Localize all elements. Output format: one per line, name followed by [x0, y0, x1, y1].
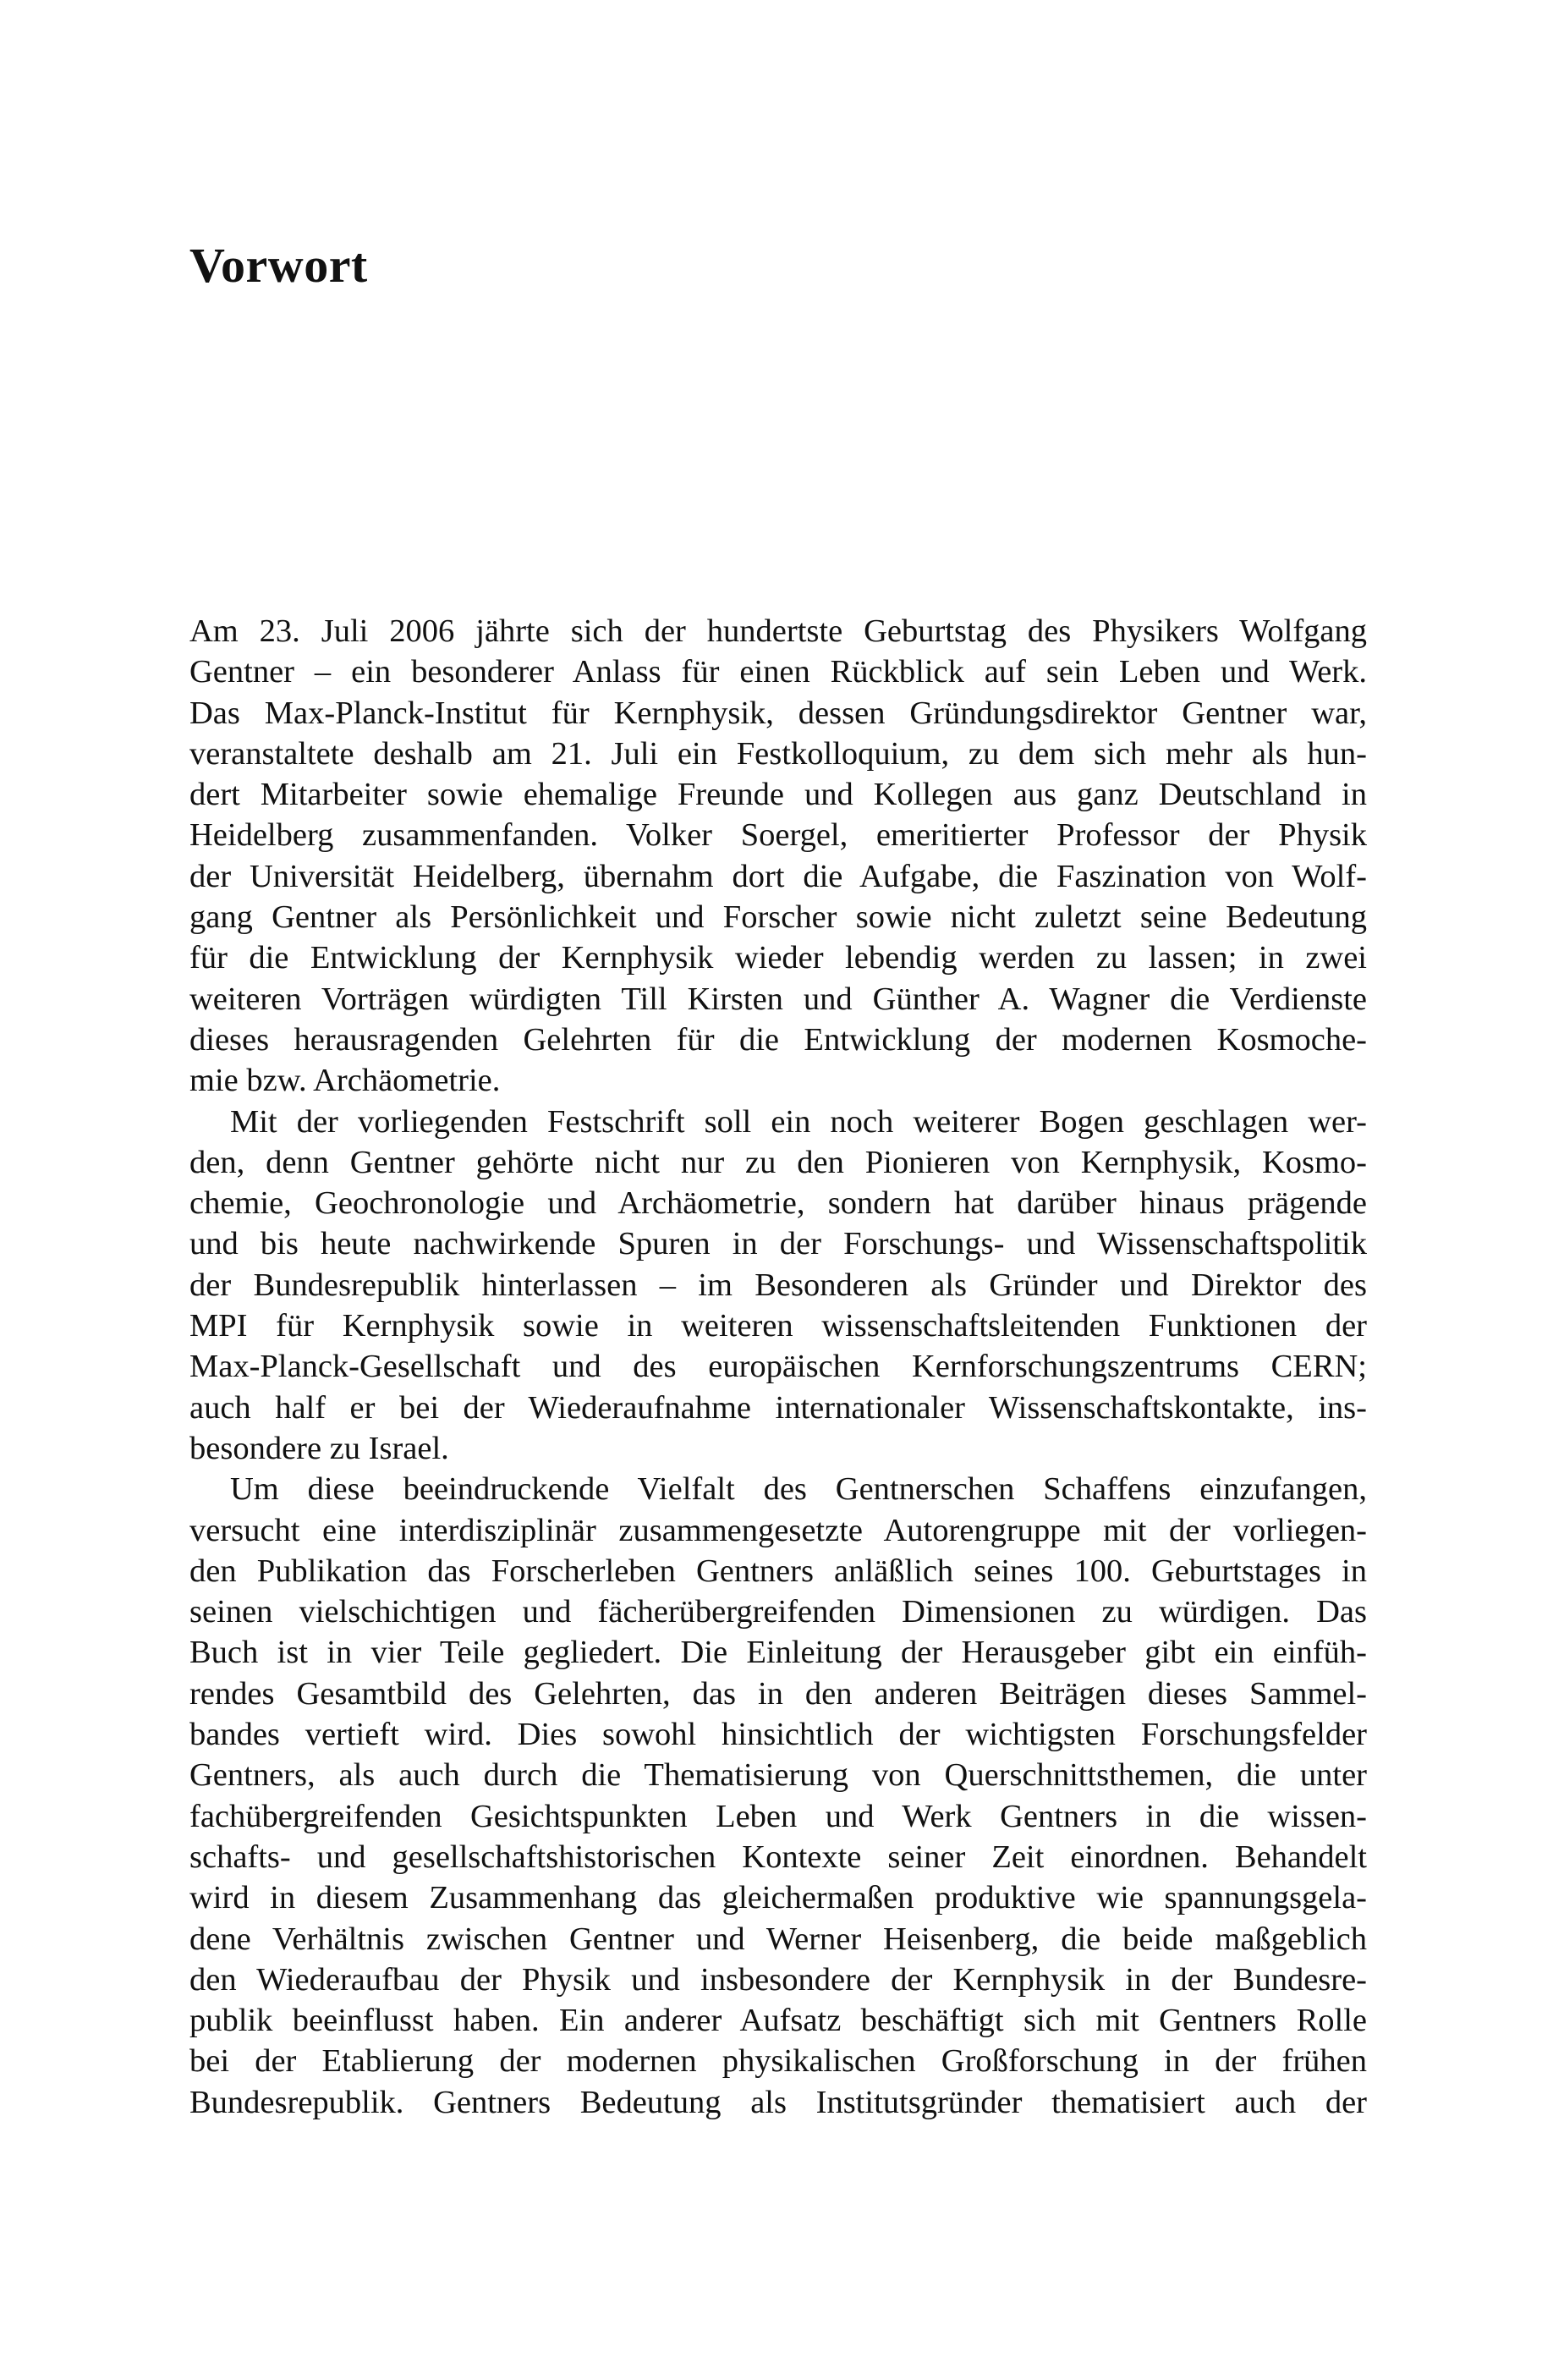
text-line: dert Mitarbeiter sowie ehemalige Freunde und Kollegen aus ganz Deutschland in: [189, 777, 1367, 813]
text-line: der Universität Heidelberg, übernahm dort die Aufgabe, die Faszination von Wolf-: [189, 858, 1367, 894]
text-line: Das Max-Planck-Institut für Kernphysik, dessen Gründungsdirektor Gentner war,: [189, 695, 1367, 731]
text-line: schafts- und gesellschaftshistorischen Kontexte seiner Zeit einordnen. Behandelt: [189, 1839, 1367, 1875]
text-line: Gentners, als auch durch die Thematisierung von Querschnittsthemen, die unter: [189, 1757, 1367, 1794]
body-text: [189, 611, 1367, 2123]
text-line: Um diese beeindruckende Vielfalt des Gentnerschen Schaffens einzufangen,: [230, 1471, 1367, 1508]
text-line: den, denn Gentner gehörte nicht nur zu den Pionieren von Kernphysik, Kosmo-: [189, 1144, 1367, 1180]
text-line: für die Entwicklung der Kernphysik wieder lebendig werden zu lassen; in zwei: [189, 940, 1367, 976]
text-line: gang Gentner als Persönlichkeit und Forscher sowie nicht zuletzt seine Bedeutung: [189, 899, 1367, 936]
text-line: weiteren Vorträgen würdigten Till Kirsten und Günther A. Wagner die Verdienste: [189, 981, 1367, 1017]
chapter-title: Vorwort: [189, 238, 368, 293]
text-line: der Bundesrepublik hinterlassen – im Besonderen als Gründer und Direktor des: [189, 1267, 1367, 1303]
text-line: dene Verhältnis zwischen Gentner und Werner Heisenberg, die beide maßgeblich: [189, 1921, 1367, 1957]
text-line: mie bzw. Archäometrie.: [189, 1063, 501, 1099]
text-line: chemie, Geochronologie und Archäometrie, sondern hat darüber hinaus prägende: [189, 1185, 1367, 1222]
text-line: den Wiederaufbau der Physik und insbesondere der Kernphysik in der Bundesre-: [189, 1961, 1367, 1998]
text-line: Am 23. Juli 2006 jährte sich der hundertste Geburtstag des Physikers Wolfgang: [189, 613, 1367, 649]
text-line: Heidelberg zusammenfanden. Volker Soergel, emeritierter Professor der Physik: [189, 817, 1367, 854]
text-line: den Publikation das Forscherleben Gentners anläßlich seines 100. Geburtstages in: [189, 1553, 1367, 1589]
text-line: publik beeinflusst haben. Ein anderer Aufsatz beschäftigt sich mit Gentners Rolle: [189, 2003, 1367, 2039]
text-line: rendes Gesamtbild des Gelehrten, das in den anderen Beiträgen dieses Sammel-: [189, 1675, 1367, 1712]
text-line: veranstaltete deshalb am 21. Juli ein Festkolloquium, zu dem sich mehr als hun-: [189, 735, 1367, 772]
paragraph: [189, 611, 1367, 1102]
text-line: fachübergreifenden Gesichtspunkten Leben und Werk Gentners in die wissen-: [189, 1798, 1367, 1834]
text-line: wird in diesem Zusammenhang das gleichermaßen produktive wie spannungsgela-: [189, 1880, 1367, 1916]
text-line: Gentner – ein besonderer Anlass für einen Rückblick auf sein Leben und Werk.: [189, 654, 1367, 690]
text-line: bandes vertieft wird. Dies sowohl hinsichtlich der wichtigsten Forschungsfelder: [189, 1717, 1367, 1753]
paragraph: [189, 1102, 1367, 1470]
text-line: Buch ist in vier Teile gegliedert. Die Einleitung der Herausgeber gibt ein einfüh-: [189, 1635, 1367, 1671]
text-line: versucht eine interdisziplinär zusammengesetzte Autorengruppe mit der vorliegen-: [189, 1512, 1367, 1548]
text-line: dieses herausragenden Gelehrten für die Entwicklung der modernen Kosmoche-: [189, 1021, 1367, 1058]
text-line: Mit der vorliegenden Festschrift soll ein noch weiterer Bogen geschlagen wer-: [230, 1103, 1367, 1140]
text-line: Bundesrepublik. Gentners Bedeutung als Institutsgründer thematisiert auch der: [189, 2084, 1367, 2120]
text-line: seinen vielschichtigen und fächerübergreifenden Dimensionen zu würdigen. Das: [189, 1594, 1367, 1630]
text-line: Max-Planck-Gesellschaft und des europäischen Kernforschungszentrums CERN;: [189, 1349, 1367, 1385]
text-line: bei der Etablierung der modernen physikalischen Großforschung in der frühen: [189, 2043, 1367, 2080]
text-line: auch half er bei der Wiederaufnahme internationaler Wissenschaftskontakte, ins-: [189, 1389, 1367, 1426]
text-line: MPI für Kernphysik sowie in weiteren wissenschaftsleitenden Funktionen der: [189, 1308, 1367, 1344]
paragraph: [189, 1469, 1367, 2123]
text-line: besondere zu Israel.: [189, 1430, 449, 1466]
text-line: und bis heute nachwirkende Spuren in der Forschungs- und Wissenschaftspolitik: [189, 1226, 1367, 1262]
